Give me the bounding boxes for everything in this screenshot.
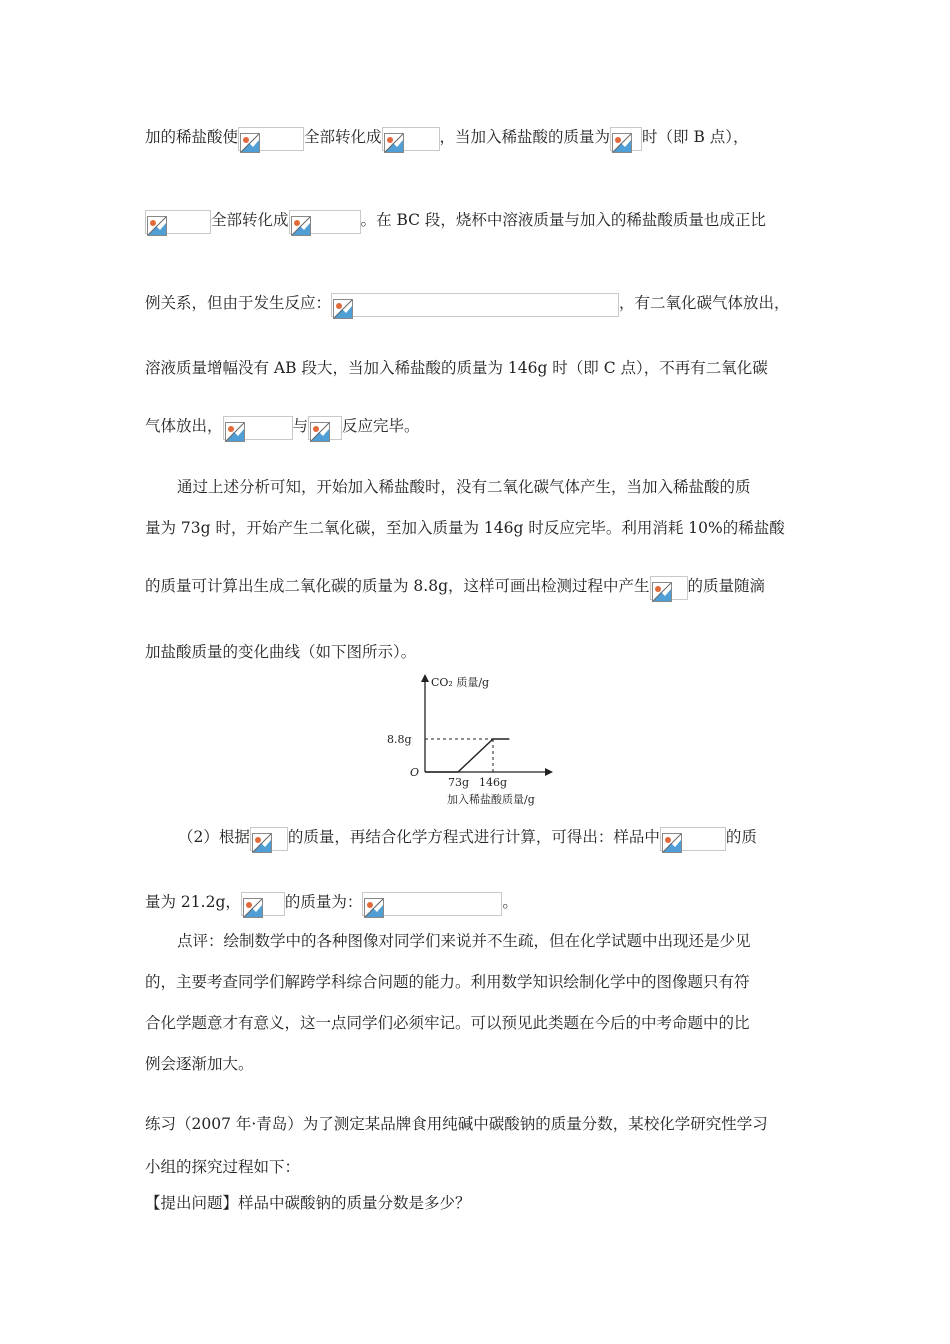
broken-image-icon — [610, 127, 642, 151]
text: 与 — [292, 417, 309, 435]
y-tick-label: 8.8g — [387, 733, 412, 746]
text: 反应完毕。 — [342, 417, 420, 435]
text-line: 的，主要考查同学们解跨学科综合问题的能力。利用数学知识绘制化学中的图像题只有符 — [145, 973, 750, 991]
x-axis-label: 加入稀盐酸质量/g — [447, 793, 535, 806]
x-axis-arrow — [545, 768, 553, 776]
text-line — [145, 414, 420, 440]
origin-label: O — [410, 766, 420, 779]
text: 的质 — [725, 828, 757, 846]
text: 量为 21.2g， — [145, 893, 241, 911]
text: 。在 BC 段，烧杯中溶液质量与加入的稀盐酸质量也成正比 — [360, 211, 766, 229]
broken-image-icon — [241, 892, 285, 916]
text-line — [178, 825, 757, 851]
text: 的质量可计算出生成二氧化碳的质量为 8.8g，这样可画出检测过程中产生 — [145, 577, 650, 595]
broken-image-icon — [238, 127, 304, 151]
text: 加的稀盐酸使 — [145, 128, 239, 146]
text-line — [145, 208, 766, 234]
text: ，有二氧化碳气体放出， — [619, 294, 790, 312]
text-line — [145, 291, 790, 317]
y-axis-arrow — [421, 674, 429, 682]
text-line: 加盐酸质量的变化曲线（如下图所示）。 — [145, 643, 417, 661]
text-line — [145, 574, 765, 600]
y-axis-label: CO₂ 质量/g — [431, 676, 490, 689]
text-line: 【提出问题】样品中碳酸钠的质量分数是多少？ — [145, 1194, 471, 1212]
text-line: 溶液质量增幅没有 AB 段大，当加入稀盐酸的质量为 146g 时（即 C 点），不再有二氧化碳 — [145, 359, 768, 377]
text: 全部转化成 — [304, 128, 382, 146]
broken-image-icon — [145, 210, 211, 234]
broken-image-icon — [331, 293, 619, 317]
text-line: 例会逐渐加大。 — [145, 1055, 254, 1073]
broken-image-icon — [382, 127, 440, 151]
text-line — [145, 125, 749, 151]
text-line: 点评：绘制数学中的各种图像对同学们来说并不生疏，但在化学试题中出现还是少见 — [177, 932, 751, 950]
series-line — [425, 739, 509, 772]
co2-mass-chart — [385, 672, 565, 810]
text: 例关系，但由于发生反应： — [145, 294, 332, 312]
text: 全部转化成 — [211, 211, 289, 229]
broken-image-icon — [308, 416, 342, 440]
text-line: 量为 73g 时，开始产生二氧化碳，至加入质量为 146g 时反应完毕。利用消耗 10%的稀盐酸 — [145, 519, 785, 537]
text: ，当加入稀盐酸的质量为 — [439, 128, 611, 146]
text: 的质量为： — [284, 893, 363, 911]
broken-image-icon — [250, 827, 288, 851]
text-line: 小组的探究过程如下： — [145, 1158, 301, 1176]
text: 的质量随滴 — [687, 577, 766, 595]
text: 气体放出， — [145, 417, 223, 435]
text-line: 通过上述分析可知，开始加入稀盐酸时，没有二氧化碳气体产生，当加入稀盐酸的质 — [177, 478, 751, 496]
text-line: 合化学题意才有意义，这一点同学们必须牢记。可以预见此类题在今后的中考命题中的比 — [145, 1014, 750, 1032]
x-tick-label: 146g — [479, 776, 508, 789]
text-line — [145, 890, 518, 916]
broken-image-icon — [650, 576, 688, 600]
broken-image-icon — [362, 892, 502, 916]
text-line: 练习（2007 年·青岛）为了测定某品牌食用纯碱中碳酸钠的质量分数，某校化学研究性学习 — [145, 1115, 768, 1133]
broken-image-icon — [660, 827, 726, 851]
x-tick-label: 73g — [448, 776, 470, 789]
text: （2）根据 — [178, 828, 250, 846]
broken-image-icon — [289, 210, 361, 234]
text: 的质量，再结合化学方程式进行计算，可得出：样品中 — [287, 828, 660, 846]
text: 时（即 B 点）， — [642, 128, 749, 146]
text: 。 — [502, 893, 518, 911]
broken-image-icon — [223, 416, 293, 440]
